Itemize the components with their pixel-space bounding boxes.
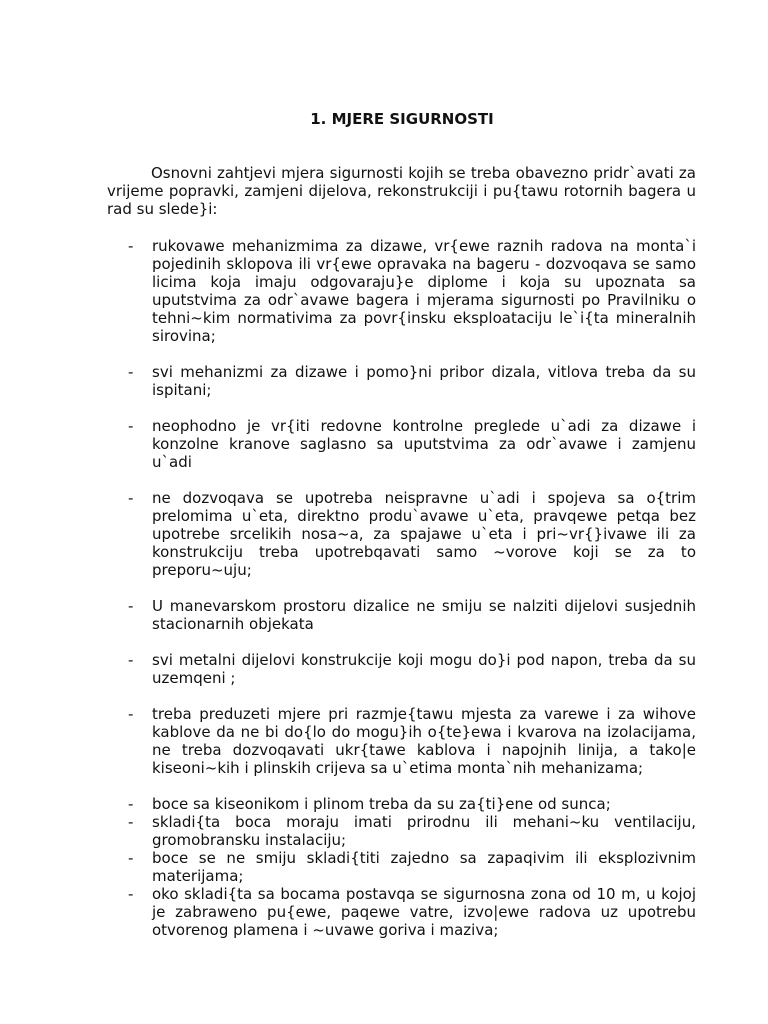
- list-item-text: neophodno je vr{iti redovne kontrolne preglede u`adi za dizawe i konzolne kranove saglasno sa uputstvima za odr`avawe i zamjenu u`adi: [152, 417, 696, 471]
- list-item: [107, 363, 696, 399]
- safety-measures-list: [107, 237, 696, 939]
- bullet-dash: -: [128, 489, 134, 507]
- list-item-text: svi metalni dijelovi konstrukcije koji mogu do}i pod napon, treba da su uzemqeni ;: [152, 651, 696, 687]
- list-item: [107, 489, 696, 579]
- list-item: [107, 705, 696, 777]
- list-item: [107, 597, 696, 633]
- list-item: [107, 849, 696, 885]
- list-item-text: svi mehanizmi za dizawe i pomo}ni pribor dizala, vitlova treba da su ispitani;: [152, 363, 696, 399]
- bullet-dash: -: [128, 705, 134, 723]
- intro-paragraph: Osnovni zahtjevi mjera sigurnosti kojih se treba obavezno pridr`avati za vrijeme popravki, zamjeni dijelova, rekonstrukciji i pu{tawu rotornih bagera u rad su slede}i:: [107, 164, 696, 218]
- bullet-dash: -: [128, 597, 134, 615]
- list-item-text: ne dozvoqava se upotreba neispravne u`adi i spojeva sa o{trim prelomima u`eta, direktno produ`avawe u`eta, pravqewe petqa bez upotrebe srcelikih nosa~a, za spajawe u`eta i pri~vr{}ivawe ili za konstrukciju treba upotrebqavati samo ~vorove koji se za to preporu~uju;: [152, 489, 696, 579]
- list-item-text: boce se ne smiju skladi{titi zajedno sa zapaqivim ili eksplozivnim materijama;: [152, 849, 696, 885]
- bullet-dash: -: [128, 795, 134, 813]
- bullet-dash: -: [128, 417, 134, 435]
- bullet-dash: -: [128, 849, 134, 867]
- bullet-dash: -: [128, 885, 134, 903]
- list-item-text: treba preduzeti mjere pri razmje{tawu mjesta za varewe i za wihove kablove da ne bi do{lo do mogu}ih o{te}ewa i kvarova na izolacijama, ne treba dozvoqavati ukr{tawe kablova i napojnih linija, a tako|e kiseoni~kih i plinskih crijeva sa u`etima monta`nih mehanizama;: [152, 705, 696, 777]
- list-item: [107, 237, 696, 345]
- list-item: [107, 417, 696, 471]
- list-item-text: skladi{ta boca moraju imati prirodnu ili mehani~ku ventilaciju, gromobransku instalaciju;: [152, 813, 696, 849]
- list-item: [107, 885, 696, 939]
- list-item: [107, 795, 696, 813]
- page-title: 1. MJERE SIGURNOSTI: [310, 110, 494, 128]
- bullet-dash: -: [128, 813, 134, 831]
- list-item-text: oko skladi{ta sa bocama postavqa se sigurnosna zona od 10 m, u kojoj je zabraweno pu{ewe, paqewe vatre, izvo|ewe radova uz upotrebu otvorenog plamena i ~uvawe goriva i maziva;: [152, 885, 696, 939]
- list-item-text: boce sa kiseonikom i plinom treba da su za{ti}ene od sunca;: [152, 795, 611, 813]
- list-item: [107, 651, 696, 687]
- list-item-text: rukovawe mehanizmima za dizawe, vr{ewe raznih radova na monta`i pojedinih sklopova ili vr{ewe opravaka na bageru - dozvoqava se samo licima koja imaju odgovaraju}e diplome i koja su upoznata sa uputstvima za odr`avawe bagera i mjerama sigurnosti po Pravilniku o tehni~kim normativima za povr{insku eksploataciju le`i{ta mineralnih sirovina;: [152, 237, 696, 345]
- bullet-dash: -: [128, 237, 134, 255]
- list-item: [107, 813, 696, 849]
- list-item-text: U manevarskom prostoru dizalice ne smiju se nalziti dijelovi susjednih stacionarnih objekata: [152, 597, 696, 633]
- bullet-dash: -: [128, 363, 134, 381]
- bullet-dash: -: [128, 651, 134, 669]
